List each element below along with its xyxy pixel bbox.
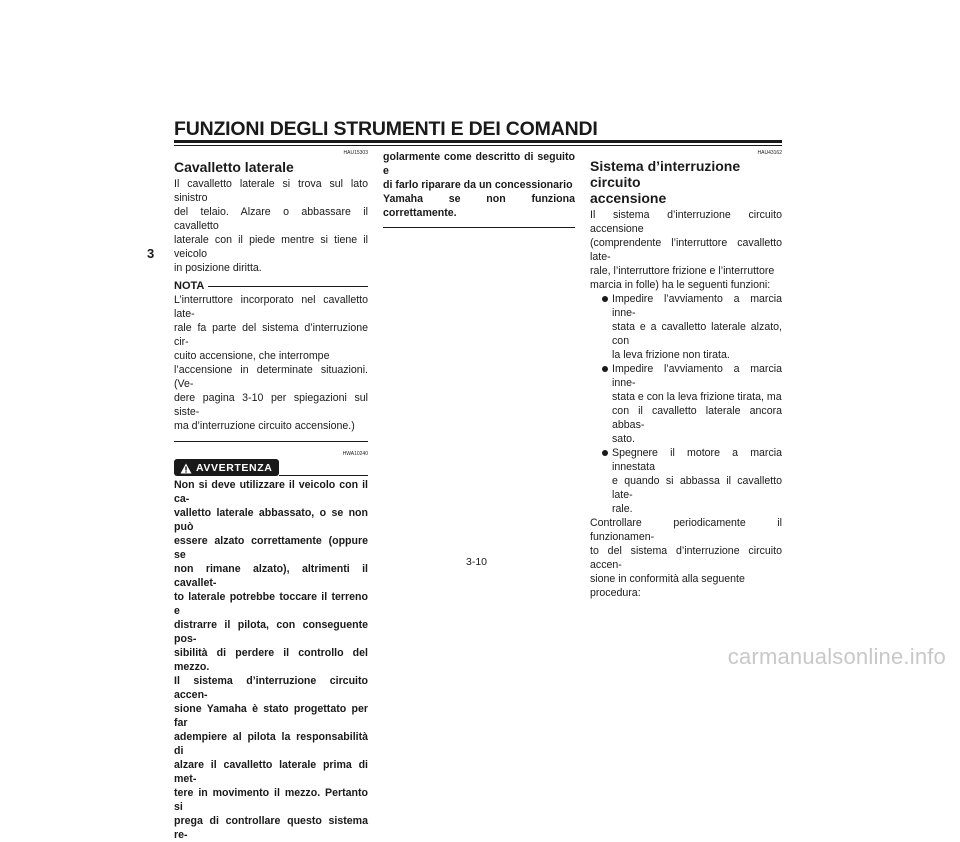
section-code: HAU15303 xyxy=(343,150,368,156)
bullet-icon xyxy=(602,296,608,302)
text-line: del telaio. Alzare o abbassare il cavalletto xyxy=(174,206,368,232)
text-line: non rimane alzato), altrimenti il cavallet- xyxy=(174,563,368,589)
header-rule-thin xyxy=(174,145,782,146)
text-line: Il cavalletto laterale si trova sul lato sinistro xyxy=(174,178,368,204)
bullet-icon xyxy=(602,450,608,456)
text-line: adempiere al pilota la responsabilità di xyxy=(174,731,368,757)
text-line: Controllare periodicamente il funzionamen- xyxy=(590,517,782,543)
note-paragraph xyxy=(174,293,368,433)
page-header-title: FUNZIONI DEGLI STRUMENTI E DEI COMANDI xyxy=(174,118,598,140)
text-line: l’accensione in determinate situazioni. (Ve- xyxy=(174,364,368,390)
text-line: rale. xyxy=(612,503,633,515)
list-item xyxy=(602,362,782,446)
section-heading-ignition-cutoff xyxy=(590,158,782,206)
header-rule-thick xyxy=(174,140,782,143)
watermark: carmanualsonline.info xyxy=(727,644,946,669)
text-line: stata e con la leva frizione tirata, ma xyxy=(612,391,782,403)
column-2 xyxy=(383,150,575,228)
note-end-rule xyxy=(174,441,368,442)
warning-rule xyxy=(279,475,368,476)
text-line: rale, l’interruttore frizione e l’interruttore xyxy=(590,265,775,277)
text-line: essere alzato correttamente (oppure se xyxy=(174,535,368,561)
text-line: prega di controllare questo sistema re- xyxy=(174,815,368,841)
text-line: L’interruttore incorporato nel cavalletto late- xyxy=(174,294,368,320)
heading-line: accensione xyxy=(590,190,667,206)
text-line: cuito accensione, che interrompe xyxy=(174,350,330,362)
warning-badge xyxy=(174,459,279,476)
text-line: dere pagina 3-10 per spiegazioni sul siste- xyxy=(174,392,368,418)
text-line: Yamaha se non funziona correttamente. xyxy=(383,193,575,219)
text-line: ma d’interruzione circuito accensione.) xyxy=(174,420,355,432)
warning-triangle-icon xyxy=(180,463,192,474)
function-list xyxy=(590,292,782,516)
text-line: in posizione diritta. xyxy=(174,262,262,274)
text-line: (comprendente l’interruttore cavalletto late- xyxy=(590,237,782,263)
text-line: Impedire l’avviamento a marcia inne- xyxy=(612,293,782,319)
warning-label: AVVERTENZA xyxy=(196,462,273,474)
sidestand-paragraph xyxy=(174,177,368,275)
section-code: HAU43162 xyxy=(757,150,782,156)
text-line: to del sistema d’interruzione circuito accen- xyxy=(590,545,782,571)
outro-paragraph xyxy=(590,516,782,600)
heading-line: Sistema d’interruzione circuito xyxy=(590,158,741,190)
text-line: sibilità di perdere il controllo del mezzo. xyxy=(174,647,368,673)
text-line: stata e a cavalletto laterale alzato, con xyxy=(612,321,782,347)
note-rule xyxy=(208,286,368,287)
text-line: Non si deve utilizzare il veicolo con il ca- xyxy=(174,479,368,505)
text-line: marcia in folle) ha le seguenti funzioni: xyxy=(590,279,771,291)
column-1 xyxy=(174,150,368,842)
warning-header xyxy=(174,459,368,476)
text-line: Il sistema d’interruzione circuito accen- xyxy=(174,675,368,701)
text-line: to laterale potrebbe toccare il terreno e xyxy=(174,591,368,617)
text-line: rale fa parte del sistema d’interruzione cir- xyxy=(174,322,368,348)
text-line: di farlo riparare da un concessionario xyxy=(383,179,573,191)
text-line: golarmente come descritto di seguito e xyxy=(383,151,575,177)
text-line: Spegnere il motore a marcia innestata xyxy=(612,447,782,473)
page-number: 3-10 xyxy=(466,556,488,568)
list-item xyxy=(602,292,782,362)
text-line: valletto laterale abbassato, o se non può xyxy=(174,507,368,533)
text-line: procedura: xyxy=(590,587,641,599)
text-line: laterale con il piede mentre si tiene il veicolo xyxy=(174,234,368,260)
text-line: tere in movimento il mezzo. Pertanto si xyxy=(174,787,368,813)
text-line: la leva frizione non tirata. xyxy=(612,349,730,361)
warning-code: HWA10240 xyxy=(342,451,368,457)
text-line: sione in conformità alla seguente xyxy=(590,573,745,585)
note-label: NOTA xyxy=(174,280,205,292)
text-line: sione Yamaha è stato progettato per far xyxy=(174,703,368,729)
list-item xyxy=(602,446,782,516)
text-line: Il sistema d’interruzione circuito accensione xyxy=(590,209,782,235)
warning-continuation xyxy=(383,150,575,220)
bullet-icon xyxy=(602,366,608,372)
text-line: Impedire l’avviamento a marcia inne- xyxy=(612,363,782,389)
text-line: con il cavalletto laterale ancora abbas- xyxy=(612,405,782,431)
column-3 xyxy=(590,150,782,600)
text-line: sato. xyxy=(612,433,635,445)
chapter-tab: 3 xyxy=(147,246,155,261)
note-header xyxy=(174,279,368,293)
intro-paragraph xyxy=(590,208,782,292)
warning-end-rule xyxy=(383,227,575,228)
warning-paragraph xyxy=(174,478,368,842)
text-line: alzare il cavalletto laterale prima di met- xyxy=(174,759,368,785)
text-line: distrarre il pilota, con conseguente pos- xyxy=(174,619,368,645)
text-line: e quando si abbassa il cavalletto late- xyxy=(612,475,782,501)
section-heading-sidestand: Cavalletto laterale xyxy=(174,159,294,175)
